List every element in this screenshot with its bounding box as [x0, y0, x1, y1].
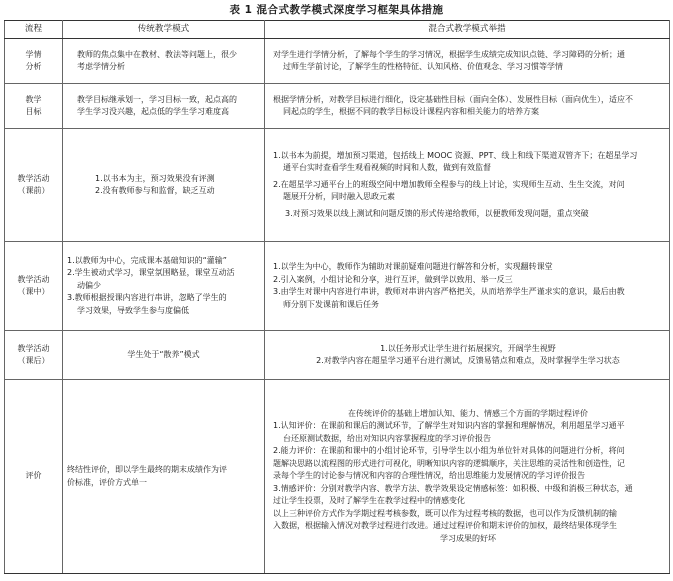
traditional-text: 价标准，评价方式单一 [67, 477, 147, 487]
traditional-text: 2.没有教师参与和监督，缺乏互动 [95, 186, 215, 195]
stage-cell [5, 39, 63, 84]
stage-text: （课前） [17, 186, 50, 195]
blended-text: 2.在超星学习通平台上的班级空间中增加教师全程参与的线上讨论，实现师生互动、生生交流，对问 [273, 179, 625, 189]
header-stage: 流程 [5, 21, 63, 39]
blended-cell [265, 242, 670, 331]
blended-text: 对学生进行学情分析，了解每个学生的学习情况，根据学生成绩完成知识点链、学习障碍的分析；通 [273, 49, 625, 59]
stage-text: 评价 [25, 471, 42, 481]
blended-text: 3.对预习效果以线上测试和问题反馈的形式传递给教师，以便教师发现问题，重点突破 [285, 208, 589, 218]
stage-text: 教学活动 [17, 343, 50, 353]
stage-text: 教学活动 [17, 173, 50, 183]
table-row [5, 242, 670, 331]
blended-text: 台还原测试数据，给出对知识内容掌握程度的学习评价报告 [283, 433, 491, 443]
stage-text: 分析 [25, 62, 42, 71]
blended-text: 题展开分析，同时融入思政元素 [283, 192, 395, 202]
framework-table [4, 20, 670, 574]
stage-cell [5, 84, 63, 129]
blended-cell [265, 39, 670, 84]
stage-cell [5, 380, 63, 574]
traditional-cell [63, 84, 265, 129]
blended-text: 录每个学生的讨论参与情况和内容的合理性情况，给出思维能力发展情况的学习评价报告 [273, 471, 585, 481]
blended-text: 2.引入案例，小组讨论和分享，进行互评，做到学以致用、举一反三 [273, 274, 513, 284]
table-row [5, 331, 670, 380]
stage-text: （课中） [17, 287, 50, 296]
stage-text: 教学活动 [17, 274, 50, 284]
header-row [5, 21, 670, 39]
stage-text: 教学 [25, 94, 42, 104]
blended-text: 3.由学生对课中内容进行串讲，教师对串讲内容严格把关，从而培养学生严谨求实的意识，最后由教 [273, 287, 625, 296]
header-blended: 混合式教学模式举措 [265, 21, 670, 39]
traditional-text: 终结性评价，即以学生最终的期末成绩作为评 [67, 465, 227, 474]
blended-text: 题解决思路以流程图的形式进行可视化，明晰知识内容的逻辑顺序，关注思维的灵活性和创造性，记 [273, 458, 625, 468]
blended-text: 过师生学前讨论，了解学生的性格特征、认知风格、价值观念、学习习惯等学情 [283, 62, 563, 71]
blended-cell [265, 380, 670, 574]
blended-text: 以上三种评价方式作为学期过程考核参数，既可以作为过程考核的数据，也可以作为反馈机制的输 [273, 508, 617, 518]
stage-text: 学情 [25, 49, 42, 59]
traditional-text: 学生学习没兴趣，起点低的学生学习难度高 [77, 107, 229, 116]
traditional-text: 考虑学情分析 [77, 62, 125, 71]
blended-cell [265, 84, 670, 129]
blended-text: 根据学情分析，对教学目标进行细化，设定基础性目标（面向全体）、发展性目标（面向优生），适应不 [273, 94, 633, 104]
stage-text: 目标 [25, 107, 42, 116]
stage-text: （课后） [17, 356, 50, 365]
stage-cell [5, 242, 63, 331]
blended-text: 1.以书本为前提，增加预习渠道，包括线上 MOOC 资源、PPT、线上和线下渠道双管齐下；在超星学习 [273, 150, 638, 160]
traditional-text: 2.学生被动式学习，课堂氛围略显，课堂互动活 [67, 268, 235, 278]
traditional-cell [63, 242, 265, 331]
blended-text: 1.以学生为中心，教师作为辅助对课前疑难问题进行解答和分析，实现翻转课堂 [273, 262, 553, 271]
traditional-text: 教师的焦点集中在教材、教法等问题上，很少 [77, 49, 237, 59]
table-row [5, 380, 670, 574]
stage-cell [5, 331, 63, 380]
table-row [5, 129, 670, 242]
blended-text: 3.情感评价：分别对教学内容、教学方法、教学效果设定情感标签：如积极、中级和消极三种状态，通 [273, 483, 633, 493]
traditional-cell [63, 39, 265, 84]
traditional-text: 1.以书本为主，预习效果没有评测 [95, 173, 215, 183]
blended-text: 学习成果的好坏 [440, 533, 496, 543]
blended-cell [265, 129, 670, 242]
traditional-cell [63, 129, 265, 242]
traditional-text: 学习效果，导致学生参与度偏低 [77, 305, 189, 315]
blended-text: 通平台实时查看学生观看视频的时间和人数，做到有效监督 [283, 163, 491, 173]
blended-text: 2.对教学内容在超星学习通平台进行测试，反馈易错点和难点，及时掌握学生学习状态 [316, 356, 620, 365]
blended-text: 过让学生投票，及时了解学生在教学过程中的情感变化 [273, 496, 465, 506]
traditional-cell [63, 331, 265, 380]
stage-cell [5, 129, 63, 242]
traditional-text: 学生处于“散养”模式 [127, 349, 200, 359]
table-row [5, 39, 670, 84]
traditional-cell [63, 380, 265, 574]
blended-text: 同起点的学生，根据不同的教学目标设计课程内容和相关能力的培养方案 [283, 107, 539, 116]
blended-text: 入数据，根据输入情况对教学过程进行改进。通过过程评价和期末评价的加权，最终结果体现学生 [273, 521, 617, 531]
table-caption: 表 1 混合式教学模式深度学习框架具体措施 [229, 4, 444, 16]
traditional-text: 1.以教师为中心，完成课本基础知识的“灌输” [67, 255, 227, 265]
table-row [5, 84, 670, 129]
blended-text: 2.能力评价：在课前和课中的小组讨论环节，引导学生以小组为单位针对具体的问题进行分析，将问 [273, 446, 625, 456]
blended-text: 师分别下发课前和课后任务 [283, 299, 379, 309]
traditional-text: 动偏少 [77, 280, 101, 290]
header-traditional: 传统教学模式 [63, 21, 265, 39]
blended-cell [265, 331, 670, 380]
blended-text: 1.以任务形式让学生进行拓展探究，开阔学生视野 [380, 343, 556, 353]
traditional-text: 3.教师根据授课内容进行串讲，忽略了学生的 [67, 293, 227, 303]
blended-text: 1.认知评价：在课前和课后的测试环节，了解学生对知识内容的掌握和理解情况，利用超星学习通平 [273, 421, 625, 431]
traditional-text: 教学目标继承划一，学习目标一致，起点高的 [77, 94, 237, 104]
blended-text: 在传统评价的基础上增加认知、能力、情感三个方面的学期过程评价 [348, 408, 588, 418]
